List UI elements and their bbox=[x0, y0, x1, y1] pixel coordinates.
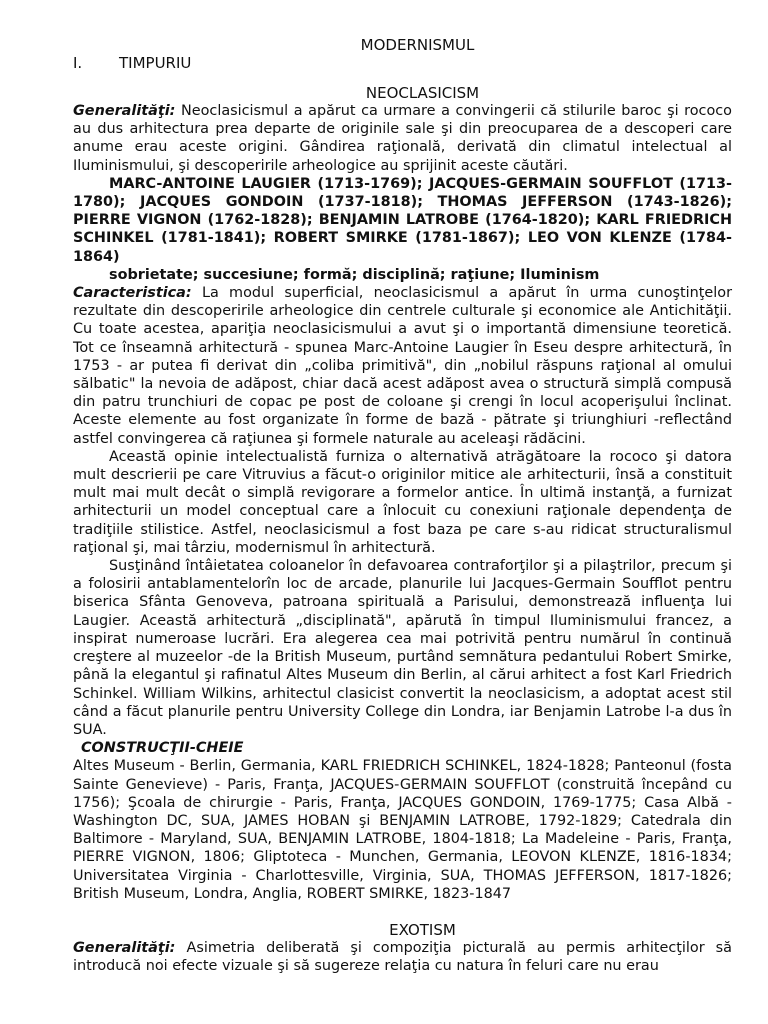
generalitati-paragraph bbox=[73, 102, 732, 175]
architects-list: MARC-ANTOINE LAUGIER (1713-1769); JACQUES-GERMAIN SOUFFLOT (1713-1780); JACQUES GONDOIN (1737-1818); THOMAS JEFFERSON (1743-1826); PIERRE VIGNON (1762-1828); BENJAMIN LATROBE (1764-1820); KARL FRIEDRICH SCHINKEL (1781-1841); ROBERT SMIRKE (1781-1867); LEO VON KLENZE (1784-1864) bbox=[73, 175, 732, 265]
exotism-generalitati-text: Asimetria deliberată şi compoziţia picturală au permis arhitecţilor să introducă noi efecte vizuale şi să sugereze relaţia cu natura în feluri care nu erau bbox=[73, 939, 732, 975]
section-title-neoclasicism: NEOCLASICISM bbox=[365, 84, 480, 102]
chapter-heading bbox=[73, 54, 732, 72]
chapter-title: TIMPURIU bbox=[119, 54, 192, 72]
chapter-number: I. bbox=[73, 54, 83, 72]
caracteristica-text: La modul superficial, neoclasicismul a apărut în urma cunoştinţelor rezultate din descoperirile arheologice din centrele culturale şi economice ale Antichităţii. Cu toate acestea, apariţia neoclasicismului a avut şi o importantă dimensiune teoretică. Tot ce înseamnă arhitectură - spunea Marc-Antoine Laugier în Eseu despre arhitectură, în 1753 - ar putea fi derivat din „coliba primitivă", din „nobilul răspuns raţional al omului sălbatic" la nevoia de adăpost, chiar dacă acest adăpost avea o structură simplă compusă din patru trunchiuri de copac pe post de coloane şi crengi în locul acoperişului înclinat. Aceste elemente au fost organizate în forme de bază - pătrate şi triunghiuri -reflectând astfel convingerea că raţiunea şi formele naturale au aceleaşi rădăcini. bbox=[73, 285, 732, 447]
section-title-exotism: EXOTISM bbox=[389, 920, 456, 939]
caracteristica-label: Caracteristica: bbox=[73, 285, 192, 302]
generalitati-text: Neoclasicismul a apărut ca urmare a convingerii că stilurile baroc şi rococo au dus arhitectura prea departe de originile sale şi din preocuparea de a descoperi care anume erau aceste origini. Gândirea raţională, derivată din climatul intelectual al Iluminismului, şi descoperirile arheologice au sprijinit aceste căutări. bbox=[73, 103, 732, 174]
body-paragraph: Această opinie intelectualistă furniza o alternativă atrăgătoare la rococo şi datora mult descrierii pe care Vitruvius a făcut-o originilor mitice ale arhitecturii, însă a constituit mult mai mult decât o simplă revigorare a formelor antice. În ultimă instanţă, a furnizat arhitecturii un model conceptual care a înlocuit cu conexiuni raţionale dependenţa de tradiţiile stilistice. Astfel, neoclasicismul a fost baza pe care s-au ridicat structuralismul raţional şi, mai târziu, modernismul în arhitectură. bbox=[73, 448, 732, 556]
exotism-generalitati-label: Generalităţi: bbox=[73, 939, 176, 956]
body-paragraph: Susţinând întâietatea coloanelor în defavoarea contraforţilor şi a pilaştrilor, precum şi a folosirii antablamentelorîn loc de arcade, planurile lui Jacques-Germain Soufflot pentru biserica Sfânta Genoveva, patroana spirituală a Parisului, demonstrează influenţa lui Laugier. Această arhitectură „disciplinată", apărută în timpul Iluminismului francez, a inspirat numeroase lucrări. Era alegerea cea mai potrivită pentru numărul în continuă creştere al muzeelor -de la British Museum, purtând semnătura pedantului Robert Smirke, până la elegantul şi rafinatul Altes Museum din Berlin, al cărui arhitect a fost Karl Friedrich Schinkel. William Wilkins, arhitectul clasicist convertit la neoclasicism, a adoptat acest stil când a făcut planurile pentru University College din Londra, iar Benjamin Latrobe l-a dus în SUA. bbox=[73, 558, 732, 738]
caracteristica-paragraph bbox=[73, 284, 732, 448]
spacer bbox=[73, 903, 732, 921]
keywords-line: sobrietate; succesiune; formă; disciplină; raţiune; Iluminism bbox=[109, 266, 600, 283]
exotism-generalitati-paragraph bbox=[73, 939, 732, 975]
constructii-cheie-heading: CONSTRUCŢII-CHEIE bbox=[81, 740, 244, 757]
constructii-cheie-text: Altes Museum - Berlin, Germania, KARL FRIEDRICH SCHINKEL, 1824-1828; Panteonul (fosta Sainte Genevieve) - Paris, Franţa, JACQUES-GERMAIN SOUFFLOT (construită începând cu 1756); Şcoala de chirurgie - Paris, Franţa, JACQUES GONDOIN, 1769-1775; Casa Albă - Washington DC, SUA, JAMES HOBAN şi BENJAMIN LATROBE, 1792-1829; Catedrala din Baltimore - Maryland, SUA, BENJAMIN LATROBE, 1804-1818; La Madeleine - Paris, Franţa, PIERRE VIGNON, 1806; Gliptoteca - Munchen, Germania, LEOVON KLENZE, 1816-1834; Universitatea Virginia - Charlottesville, Virginia, SUA, THOMAS JEFFERSON, 1817-1826; British Museum, Londra, Anglia, ROBERT SMIRKE, 1823-1847 bbox=[73, 758, 732, 902]
document-title: MODERNISMUL bbox=[360, 36, 475, 54]
generalitati-label: Generalităţi: bbox=[73, 103, 176, 119]
